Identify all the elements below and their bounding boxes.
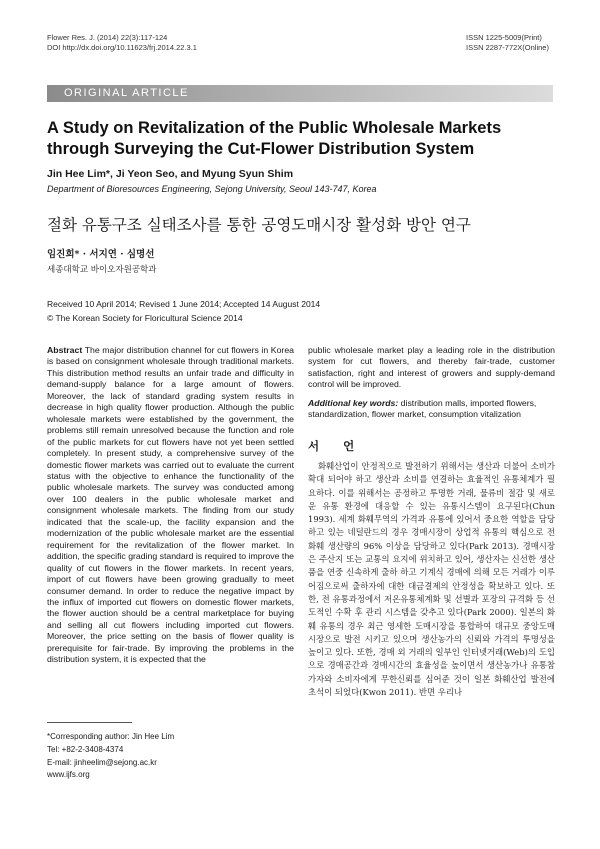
article-title: A Study on Revitalization of the Public Wholesale Markets through Surveying the Cut-Flower Distribution System (47, 119, 502, 158)
correspondence-footnote (47, 731, 174, 782)
footnote-divider (47, 722, 132, 723)
abstract (47, 345, 294, 666)
author-email[interactable]: E-mail: jinheelim@sejong.ac.kr (47, 757, 157, 767)
journal-header-right (466, 33, 549, 53)
doi-link[interactable]: DOI http://dx.doi.org/10.11623/frj.2014.22.3.1 (47, 43, 197, 52)
copyright-notice: © The Korean Society for Floricultural Science 2014 (47, 313, 243, 323)
author-telephone: Tel: +82-2-3408-4374 (47, 744, 124, 754)
journal-citation: Flower Res. J. (2014) 22(3):117-124 (47, 33, 168, 42)
section-heading-introduction: 서 언 (308, 439, 365, 453)
abstract-text: The major distribution channel for cut flowers in Korea is based on consignment wholesale through traditional markets. This distribution method results an unfair trade and difficulty in demand-supply balance for a large amount of flowers. Moreover, the lack of standard grading system results in decrease in high quality flower production. Although the public wholesale markets were established by the government, the problems still remain unresolved because the function and role of the public markets for cut flowers have not yet been settled completely. In present study, a comprehensive survey of the domestic flower markets was carried out to evaluate the current status with the objective to enhance the functionality of the public wholesale markets. The survey was conducted among over 100 dealers in the public wholesale market and consignment wholesale markets. The finding from our study indicated that the scale-up, the facility expansion and the modernization of the public wholesale market are the essential requirement for the revitalization of the flower market. In addition, the specific grading standard is required to improve the quality of cut flowers in the flower markets. In recent years, import of cut flowers have been growing gradually to meet consumer demand. In order to reduce the negative impact by the influx of imported cut flowers on domestic flower markets, the flower auction should be a central marketplace for buying and selling all cut flowers including imported cut flowers. Moreover, the price setting on the basis of flower quality is prerequisite for fair-trade. By improving the problems in the distribution system, it is expected that the (47, 345, 294, 665)
korean-title: 절화 유통구조 실태조사를 통한 공영도매시장 활성화 방안 연구 (47, 216, 471, 234)
keywords-text: distribution malls, imported flowers, standardization, flower market, consumption vitalization (308, 398, 537, 420)
korean-author-list: 임진희* · 서지연 · 심명선 (47, 249, 155, 260)
article-type-label: ORIGINAL ARTICLE (64, 87, 189, 99)
abstract-label: Abstract (47, 345, 83, 355)
keywords-label: Additional key words: (308, 398, 399, 408)
issn-print: ISSN 1225-5009(Print) (466, 33, 542, 42)
author-list: Jin Hee Lim*, Ji Yeon Seo, and Myung Syun Shim (47, 168, 294, 180)
introduction-text: 화훼산업이 안정적으로 발전하기 위해서는 생산과 더불어 소비가 확대 되어야 하고 생산과 소비를 연결하는 효율적인 유통체계가 필요하다. 이를 위해서는 공정하고 투명한 거래, 물류비 절감 및 새로운 유통 환경에 대응할 수 있는 유통시스템이 요구된다(Chun 1993). 세계 화훼무역의 가격과 유통에 있어서 중요한 역할을 담당하고 있는 네덜란드의 경우 경매시장이 상업적 유통의 핵심으로 전 화훼 생산량의 96% 이상을 담당하고 있다(Park 2013). 경매시장은 주산지 또는 교통의 요지에 위치하고 있어, 생산자는 신선한 생산품을 연중 신속하게 출하 하고 기계식 경매에 의해 모든 거래가 이루어짐으로써 출하자에 대한 대금결제의 안정성을 확보하고 있다. 또한, 전 유통과정에서 저온유통체계화 및 선별과 포장의 규격화 등 선도적인 수확 후 관리 시스템을 갖추고 있다(Park 2000). 일본의 화훼 유통의 경우 최근 영세한 도매시장을 통합하여 대규모 중앙도매시장으로 발전 시키고 있으며 생산농가의 신뢰와 가격의 투명성을 높이고 있다. 또한, 경매 외 거래의 일부인 인터넷거래(Web)의 도입으로 경매공간과 경매시간의 효율성을 높이면서 생산농가나 유통참가자와 소비자에게 무한신뢰를 심어준 것이 일본 화훼산업 발전에 초석이 되었다(Kwon 2011). 반면 우리나 (308, 461, 555, 698)
author-affiliation: Department of Bioresources Engineering, Sejong University, Seoul 143-747, Korea (47, 184, 377, 194)
journal-website-link[interactable]: www.ijfs.org (47, 770, 90, 780)
received-dates: Received 10 April 2014; Revised 1 June 2014; Accepted 14 August 2014 (47, 299, 321, 309)
article-type-banner (47, 85, 553, 102)
korean-affiliation: 세종대학교 바이오자원공학과 (47, 265, 157, 275)
abstract-continued: public wholesale market play a leading role in the distribution system for cut flowers, and thereby fair-trade, customer satisfaction, right and interest of growers and supply-demand control will be improved. (308, 345, 555, 390)
journal-header-left (47, 33, 197, 53)
corresponding-author: *Corresponding author: Jin Hee Lim (47, 732, 175, 741)
additional-keywords (308, 398, 555, 421)
issn-online: ISSN 2287-772X(Online) (466, 43, 549, 52)
